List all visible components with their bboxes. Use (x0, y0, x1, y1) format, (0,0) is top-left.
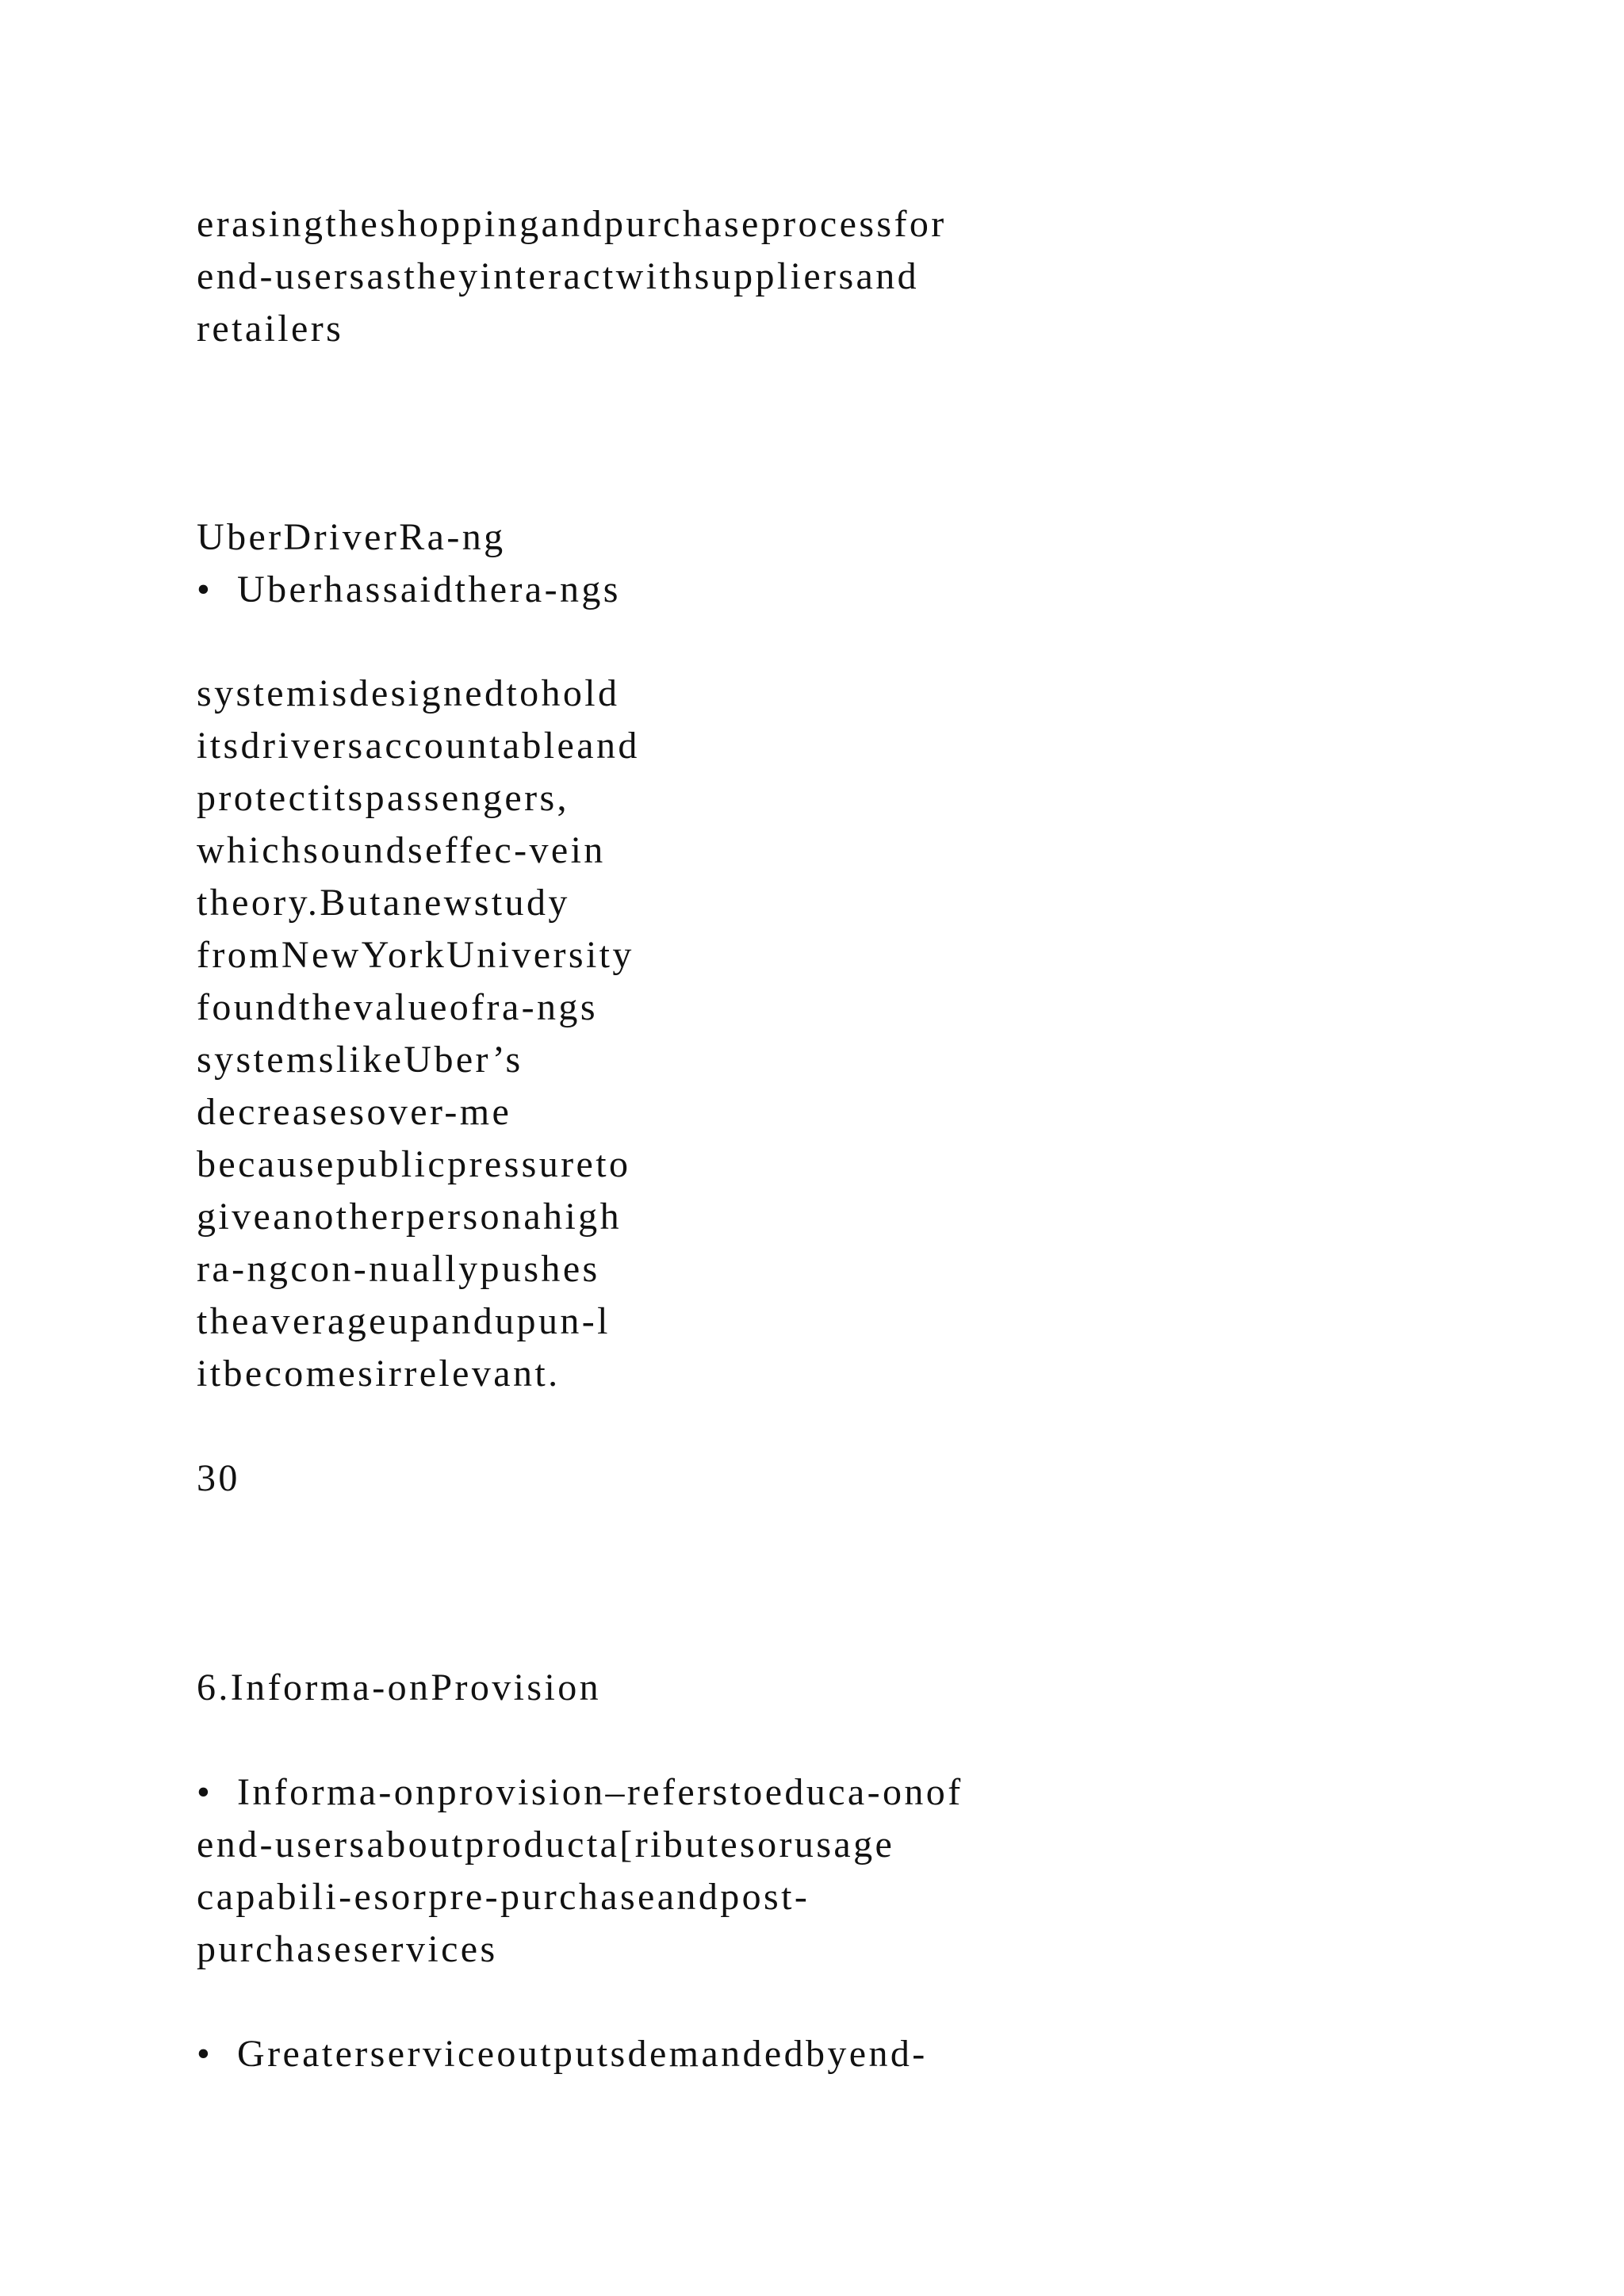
uber-body-line-9: decreasesover-me (197, 1091, 512, 1133)
uber-body-line-14: itbecomesirrelevant. (197, 1353, 561, 1395)
uber-body-line-2: itsdriversaccountableand (197, 725, 640, 767)
uber-body-line-7: foundthevalueofra-ngs (197, 986, 598, 1028)
info-bullet1-line-4: purchaseservices (197, 1928, 498, 1970)
uber-bullet-first: • Uberhassaidthera-ngs (197, 568, 621, 610)
uber-body-line-12: ra-ngcon-nuallypushes (197, 1248, 600, 1290)
uber-body-line-6: fromNewYorkUniversity (197, 934, 634, 976)
info-bullet1-line-3: capabili-esorpre-purchaseandpost- (197, 1876, 810, 1918)
info-bullet1-line-1: • Informa-onprovision–referstoeduca-onof (197, 1771, 963, 1813)
uber-body-line-8: systemslikeUber’s (197, 1039, 523, 1081)
uber-body-line-1: systemisdesignedtohold (197, 672, 620, 714)
info-bullet1-line-2: end-usersaboutproducta[ributesorusage (197, 1823, 895, 1866)
uber-body-line-13: theaverageupandupun-l (197, 1300, 611, 1342)
uber-section-heading: UberDriverRa-ng (197, 516, 506, 558)
page-number: 30 (197, 1457, 240, 1499)
info-section-heading: 6.Informa-onProvision (197, 1667, 602, 1709)
intro-line-2: end-usersastheyinteractwithsuppliersand (197, 255, 920, 297)
info-bullet2-line-1: • Greaterserviceoutputsdemandedbyend- (197, 2033, 928, 2075)
uber-body-line-4: whichsoundseffec-vein (197, 829, 606, 871)
uber-body-line-11: giveanotherpersonahigh (197, 1196, 622, 1238)
uber-body-line-3: protectitspassengers, (197, 777, 569, 819)
intro-line-3: retailers (197, 308, 344, 350)
uber-body-line-10: becausepublicpressureto (197, 1143, 631, 1185)
intro-line-1: erasingtheshoppingandpurchaseprocessfor (197, 203, 947, 245)
uber-body-line-5: theory.Butanewstudy (197, 882, 570, 924)
